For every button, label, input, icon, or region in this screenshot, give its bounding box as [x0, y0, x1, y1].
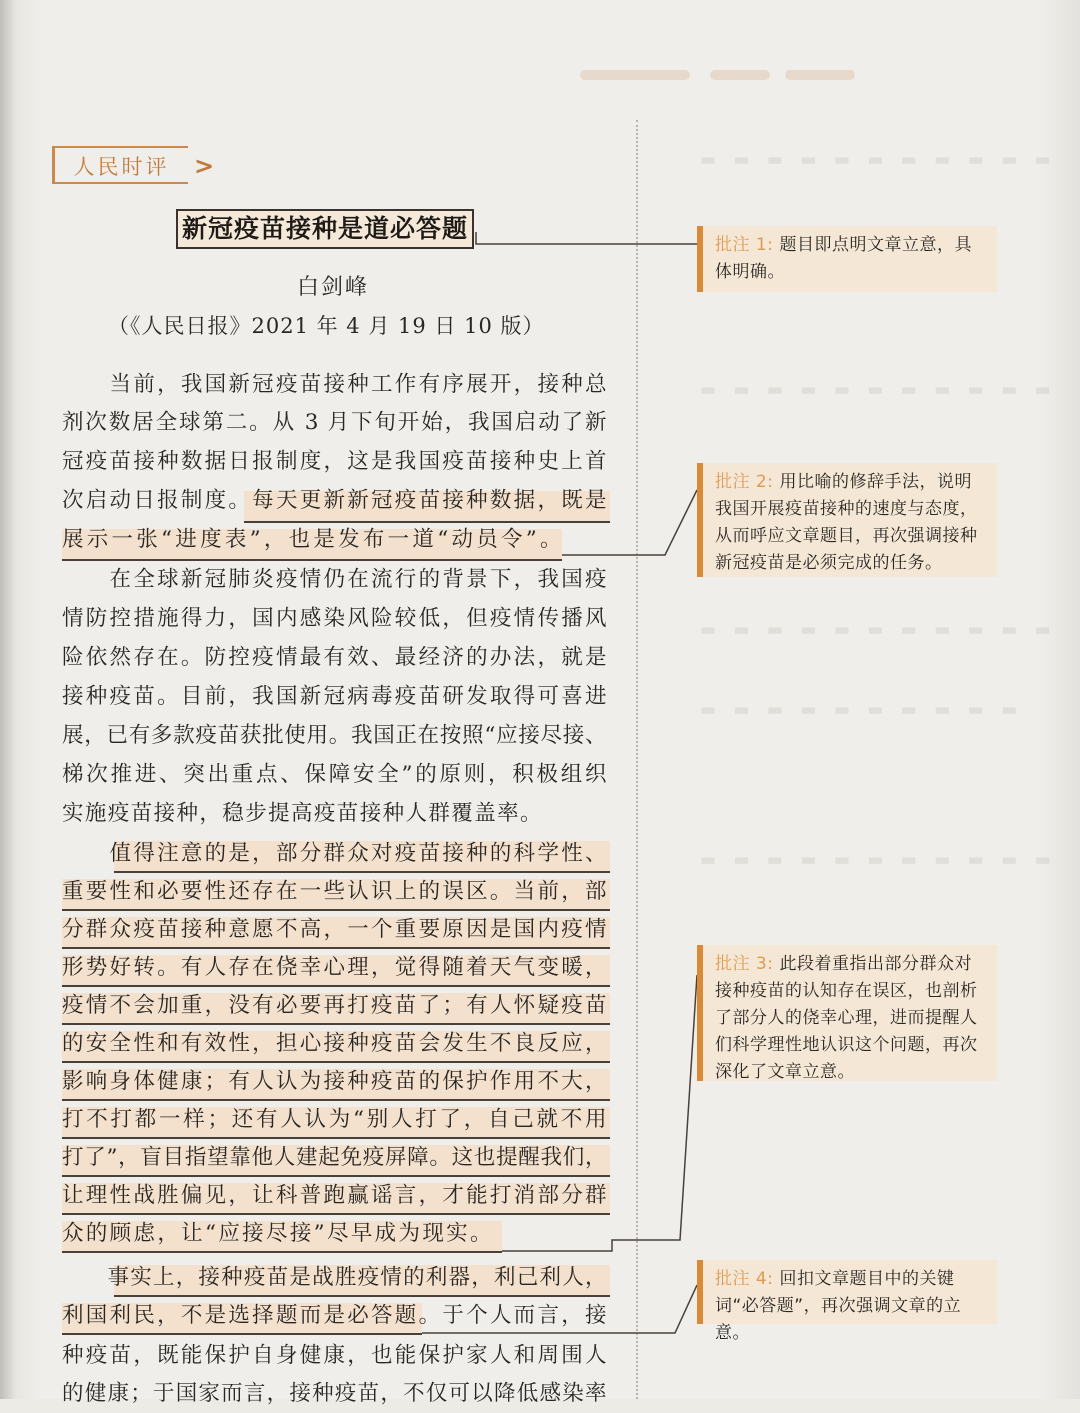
body-line: 打不打都一样；还有人认为“别人打了，自己就不用 — [62, 1107, 607, 1132]
body-line: 的健康；于国家而言，接种疫苗，不仅可以降低感染率 — [62, 1381, 607, 1406]
body-line: 梯次推进、突出重点、保障安全”的原则，积极组织 — [62, 762, 607, 787]
body-line: 打了”，盲目指望靠他人建起免疫屏障。这也提醒我们， — [62, 1145, 607, 1170]
body-line: 形势好转。有人存在侥幸心理，觉得随着天气变暖， — [62, 955, 607, 980]
article-author: 白剑峰 — [296, 275, 369, 300]
section-tag: 人民时评 — [52, 146, 188, 184]
annotation-3 — [697, 945, 997, 1081]
annotation-4 — [697, 1260, 997, 1343]
page: ▬ ▬ ▬ ▬ ▬ ▬ ▬ ▬ ▬ ▬ ▬ ▬ ▬ ▬ ▬ ▬ ▬ ▬ ▬ ▬ ▬ ▬ ▬ ▬ ▬ ▬ ▬ ▬ ▬ ▬ ▬ ▬ ▬ ▬ ▬ ▬ ▬ ▬ ▬ ▬ ▬ ▬ ▬ ▬ ▬ ▬ ▬ ▬ ▬ ▬ ▬ ▬ ▬ ▬ 人民时评 > 新冠疫苗接种是道必答题 白剑峰 （《人民日报》2021 年 4 月 19 日 10 版） 当前，我国新冠疫苗接种工作有序展开，接种总 剂次数居全球第二。从 3 月下旬开始，我国启动了新 冠疫苗接种数据日报制度，这是我国疫苗接种史上首 次启动日报制度。每天更新新冠疫苗接种数据，既是 展示一张“进度表”，也是发布一道“动员令”。 在全球新冠肺炎疫情仍在流行的背景下，我国疫 情防控措施得力，国内感染风险较低，但疫情传播风 险依然存在。防控疫情最有效、最经济的办法，就是 接种疫苗。目前，我国新冠病毒疫苗研发取得可喜进 展，已有多款疫苗获批使用。我国正在按照“应接尽接、 梯次推进、突出重点、保障安全”的原则，积极组织 实施疫苗接种，稳步提高疫苗接种人群覆盖率。 值得注意的是，部分群众对疫苗接种的科学性、 重要性和必要性还存在一些认识上的误区。当前，部 分群众疫苗接种意愿不高，一个重要原因是国内疫情 形势好转。有人存在侥幸心理，觉得随着天气变暖， 疫情不会加重，没有必要再打疫苗了；有人怀疑疫苗 的安全性和有效性，担心接种疫苗会发生不良反应， 影响身体健康；有人认为接种疫苗的保护作用不大， 打不打都一样；还有人认为“别人打了，自己就不用 打了”，盲目指望靠他人建起免疫屏障。这也提醒我们， 让理性战胜偏见，让科普跑赢谣言，才能打消部分群 众的顾虑，让“应接尽接”尽早成为现实。 事实上，接种疫苗是战胜疫情的利器，利己利人， 利国利民，不是选择题而是必答题。于个人而言，接 种疫苗，既能保护自身健康，也能保护家人和周围人 的健康；于国家而言，接种疫苗，不仅可以降低感染率 批注 1: 题目即点明文章立意，具体明确。 批注 2: 用比喻的修辞手法，说明我国开展疫苗接种的速度与态度，从而呼应文章题目，再次强调接种新冠疫苗是必须完成的任务。 批注 3: 此段着重指出部分群众对接种疫苗的认知存在误区，也剖析了部分人的侥幸心理，进而提醒人们科学理性地认识这个问题，再次深化了文章立意。 批注 4: 回扣文章题目中的关键词“必答题”，再次强调文章的立意。 — [0, 0, 1080, 1399]
body-line: 冠疫苗接种数据日报制度，这是我国疫苗接种史上首 — [62, 449, 607, 474]
body-line: 展示一张“进度表”，也是发布一道“动员令”。 — [62, 527, 562, 552]
body-line: 利国利民，不是选择题而是必答题。于个人而言，接 — [62, 1303, 607, 1328]
annotation-label: 批注 1: — [715, 235, 774, 255]
body-line: 值得注意的是，部分群众对疫苗接种的科学性、 — [62, 841, 607, 866]
body-line: 种疫苗，既能保护自身健康，也能保护家人和周围人 — [62, 1343, 607, 1368]
annotation-label: 批注 2: — [715, 472, 774, 492]
body-line: 的安全性和有效性，担心接种疫苗会发生不良反应， — [62, 1031, 607, 1056]
annotation-label: 批注 4: — [715, 1269, 774, 1289]
body-line: 当前，我国新冠疫苗接种工作有序展开，接种总 — [62, 372, 607, 397]
body-line: 次启动日报制度。每天更新新冠疫苗接种数据，既是 — [62, 488, 607, 513]
body-line: 接种疫苗。目前，我国新冠病毒疫苗研发取得可喜进 — [62, 684, 607, 709]
article-title: 新冠疫苗接种是道必答题 — [176, 209, 474, 249]
body-line: 展，已有多款疫苗获批使用。我国正在按照“应接尽接、 — [62, 723, 607, 748]
body-line: 众的顾虑，让“应接尽接”尽早成为现实。 — [62, 1221, 492, 1246]
body-line: 险依然存在。防控疫情最有效、最经济的办法，就是 — [62, 645, 607, 670]
body-line: 让理性战胜偏见，让科普跑赢谣言，才能打消部分群 — [62, 1183, 607, 1208]
body-line: 重要性和必要性还存在一些认识上的误区。当前，部 — [62, 879, 607, 904]
body-line: 疫情不会加重，没有必要再打疫苗了；有人怀疑疫苗 — [62, 993, 607, 1018]
annotation-1 — [697, 226, 997, 292]
body-line: 剂次数居全球第二。从 3 月下旬开始，我国启动了新 — [62, 410, 607, 435]
article-source: （《人民日报》2021 年 4 月 19 日 10 版） — [108, 314, 545, 338]
body-line: 事实上，接种疫苗是战胜疫情的利器，利己利人， — [62, 1265, 607, 1290]
annotation-text: 此段着重指出部分群众对接种疫苗的认知存在误区，也剖析了部分人的侥幸心理，进而提醒人们科学理性地认识这个问题，再次深化了文章立意。 — [715, 954, 978, 1082]
body-line: 实施疫苗接种，稳步提高疫苗接种人群覆盖率。 — [62, 801, 542, 826]
body-line: 影响身体健康；有人认为接种疫苗的保护作用不大， — [62, 1069, 607, 1094]
body-line: 在全球新冠肺炎疫情仍在流行的背景下，我国疫 — [62, 567, 607, 592]
chevron-right-icon: > — [194, 152, 215, 180]
annotation-text: 回扣文章题目中的关键词“必答题”，再次强调文章的立意。 — [715, 1269, 962, 1343]
body-line: 分群众疫苗接种意愿不高，一个重要原因是国内疫情 — [62, 917, 607, 942]
annotation-2 — [697, 463, 997, 577]
body-line: 情防控措施得力，国内感染风险较低，但疫情传播风 — [62, 606, 607, 631]
annotation-label: 批注 3: — [715, 954, 774, 974]
annotation-text: 用比喻的修辞手法，说明我国开展疫苗接种的速度与态度，从而呼应文章题目，再次强调接种新冠疫苗是必须完成的任务。 — [715, 472, 978, 573]
annotation-text: 题目即点明文章立意，具体明确。 — [715, 235, 972, 282]
